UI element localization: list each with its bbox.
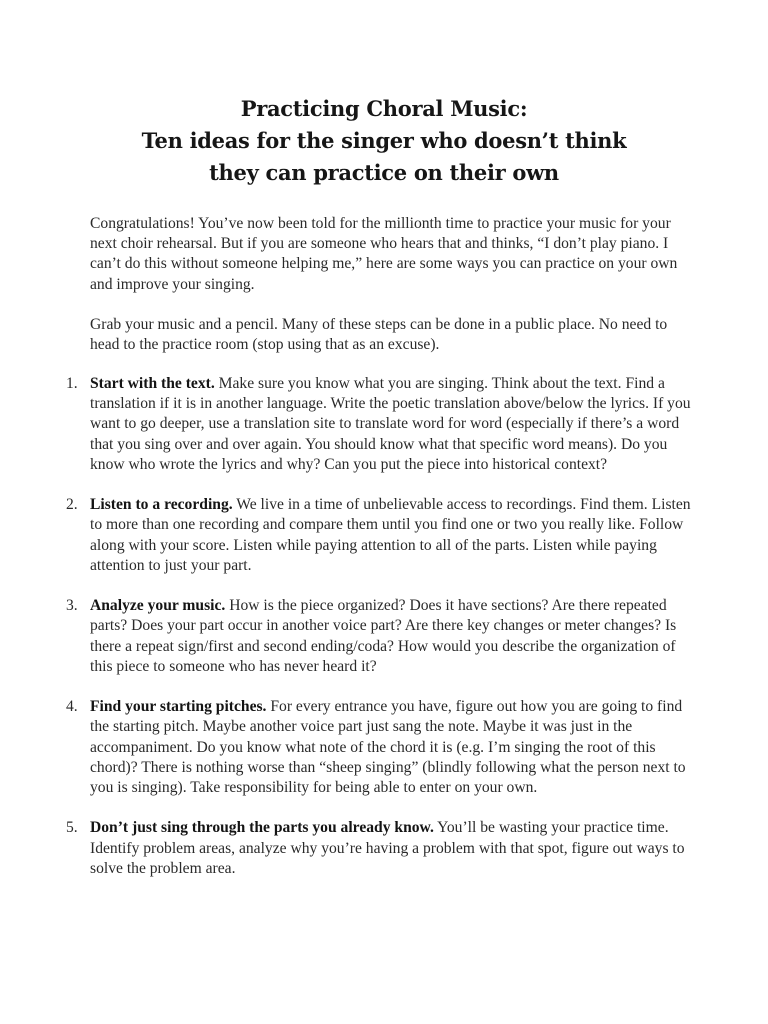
list-item bbox=[66, 697, 691, 798]
page-title bbox=[0, 93, 768, 189]
list-item bbox=[66, 596, 691, 677]
list-item-number: 3. bbox=[66, 597, 78, 615]
list-item-text: Make sure you know what you are singing. Think about the text. Find a translation if it is in another language. Write the poetic translation above/below the lyrics. If you want to go deeper, use a translation site to translate word for word (especially if there’s a word that you sing over and over again. You should know what that specific word means). Do you know who wrote the lyrics and why? Can you put the piece into historical context? bbox=[90, 375, 691, 473]
list-item bbox=[66, 495, 691, 576]
list-item-heading: Listen to a recording. bbox=[90, 496, 233, 514]
list-item-heading: Start with the text. bbox=[90, 375, 215, 392]
list-item-text: For every entrance you have, figure out how you are going to find the starting pitch. Maybe another voice part just sang the note. Maybe it was just in the accompaniment. Do you know what note of the chord it is (e.g. I’m singing the root of this chord)? There is nothing worse than “sheep singing” (blindly following what the person next to you is singing). Take responsibility for being able to enter on your own. bbox=[90, 698, 686, 797]
list-item-number: 4. bbox=[66, 698, 78, 716]
list-item-text: How is the piece organized? Does it have sections? Are there repeated parts? Does your part occur in another voice part? Are there key changes or meter changes? Is there a repeat sign/first and second ending/coda? How would you describe the organization of this piece to someone who has never heard it? bbox=[90, 597, 677, 675]
intro-paragraph-2: Grab your music and a pencil. Many of these steps can be done in a public place. No need to head to the practice room (stop using that as an excuse). bbox=[90, 316, 668, 354]
list-item bbox=[66, 374, 691, 475]
title-line-1: Practicing Choral Music: bbox=[240, 96, 528, 121]
list-item-heading: Find your starting pitches. bbox=[90, 698, 267, 716]
list-item bbox=[66, 818, 691, 879]
title-line-2: Ten ideas for the singer who doesn’t think bbox=[141, 128, 627, 153]
title-line-3: they can practice on their own bbox=[209, 160, 559, 185]
list-item-number: 1. bbox=[66, 375, 78, 392]
list-item-heading: Analyze your music. bbox=[90, 597, 226, 615]
list-item-text: You’ll be wasting your practice time. Identify problem areas, analyze why you’re having a problem with that spot, figure out ways to solve the problem area. bbox=[90, 819, 685, 877]
ideas-list bbox=[66, 374, 691, 899]
list-item-heading: Don’t just sing through the parts you already know. bbox=[90, 819, 434, 837]
list-item-number: 2. bbox=[66, 496, 78, 514]
list-item-number: 5. bbox=[66, 819, 78, 837]
intro-paragraph-1: Congratulations! You’ve now been told for the millionth time to practice your music for your next choir rehearsal. But if you are someone who hears that and thinks, “I don’t play piano. I can’t do this without someone helping me,” here are some ways you can practice on your own and improve your singing. bbox=[90, 215, 678, 293]
list-item-text: We live in a time of unbelievable access to recordings. Find them. Listen to more than one recording and compare them until you find one or two you really like. Follow along with your score. Listen while paying attention to all of the parts. Listen while paying attention to just your part. bbox=[90, 496, 691, 574]
